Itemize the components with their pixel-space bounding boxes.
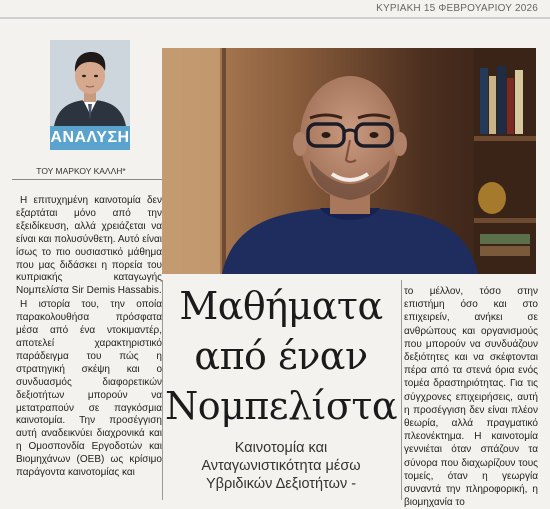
issue-date: ΚΥΡΙΑΚΗ 15 ΦΕΒΡΟΥΑΡΙΟΥ 2026 — [376, 3, 538, 14]
article-paragraph: Η επιτυχημένη καινοτομία δεν εξαρτάται μόνο από την εξειδίκευση, αλλά χρειάζεται να είναι και πολυσύνθετη. Αυτό είναι ίσως το πιο ουσιαστικό μάθημα που μας διδάσκει η πορεία του κυπριακής καταγωγής Νομπελίστα Sir Demis Hassabis. — [16, 195, 162, 297]
subheadline-line: Ανταγωνιστικότητα μέσω — [201, 458, 361, 474]
headline-block — [162, 281, 400, 493]
section-label: ΑΝΑΛΥΣΗ — [50, 126, 130, 150]
author-byline: ΤΟΥ ΜΑΡΚΟΥ ΚΑΛΛΗ* — [36, 166, 126, 176]
headline-line: Νομπελίστα — [164, 384, 398, 428]
subheadline — [162, 439, 400, 493]
headline-line: από έναν — [194, 334, 368, 378]
column-divider — [401, 280, 402, 500]
article-left-column — [16, 195, 162, 480]
header-rule — [0, 17, 550, 19]
headline — [162, 281, 400, 431]
main-photo — [162, 48, 536, 274]
subheadline-line: Υβριδικών Δεξιοτήτων - — [205, 476, 357, 492]
author-portrait — [50, 40, 130, 126]
subheadline-line: Καινοτομία και — [234, 440, 328, 456]
byline-rule — [12, 179, 162, 180]
article-right-column: το μέλλον, τόσο στην επιστήμη όσο και στο επιχειρείν, ανήκει σε ανθρώπους και οργανισμούς που μπορούν να συνδυάζουν δεξιότητες και να σκέφτονται πέρα από τα στενά όρια ενός τομέα δραστηριότητας. Για τις σύγχρονες επιχειρήσεις, αυτή η προσέγγιση δεν είναι πλέον θεωρία, αλλά πραγματικό πλεονέκτημα. Η καινοτομία γεννιέται όταν σπάζουν τα σύνορα που διαχωρίζουν τους τομείς, όταν η γεωργία συναντά την πληροφορική, η βιομηχανία το — [404, 286, 538, 509]
headline-line: Μαθήματα — [179, 284, 383, 328]
article-paragraph: Η ιστορία του, την οποία παρακολουθήσα πρόσφατα μέσα από ένα ντοκιμαντέρ, αποτελεί χαρακτηριστικό παράδειγμα του πώς η στρατηγική σκέψη και ο συνδυασμός διαφορετικών δεξιοτήτων μπορούν να μετατραπούν σε παγκόσμια καινοτομία. Την προσέγγιση αυτή αναδεικνύει διαχρονικά και η Ομοσπονδία Εργοδοτών και Βιομηχάνων (ΟΕΒ) ως κρίσιμο παράγοντα καινοτομίας και — [16, 299, 162, 479]
